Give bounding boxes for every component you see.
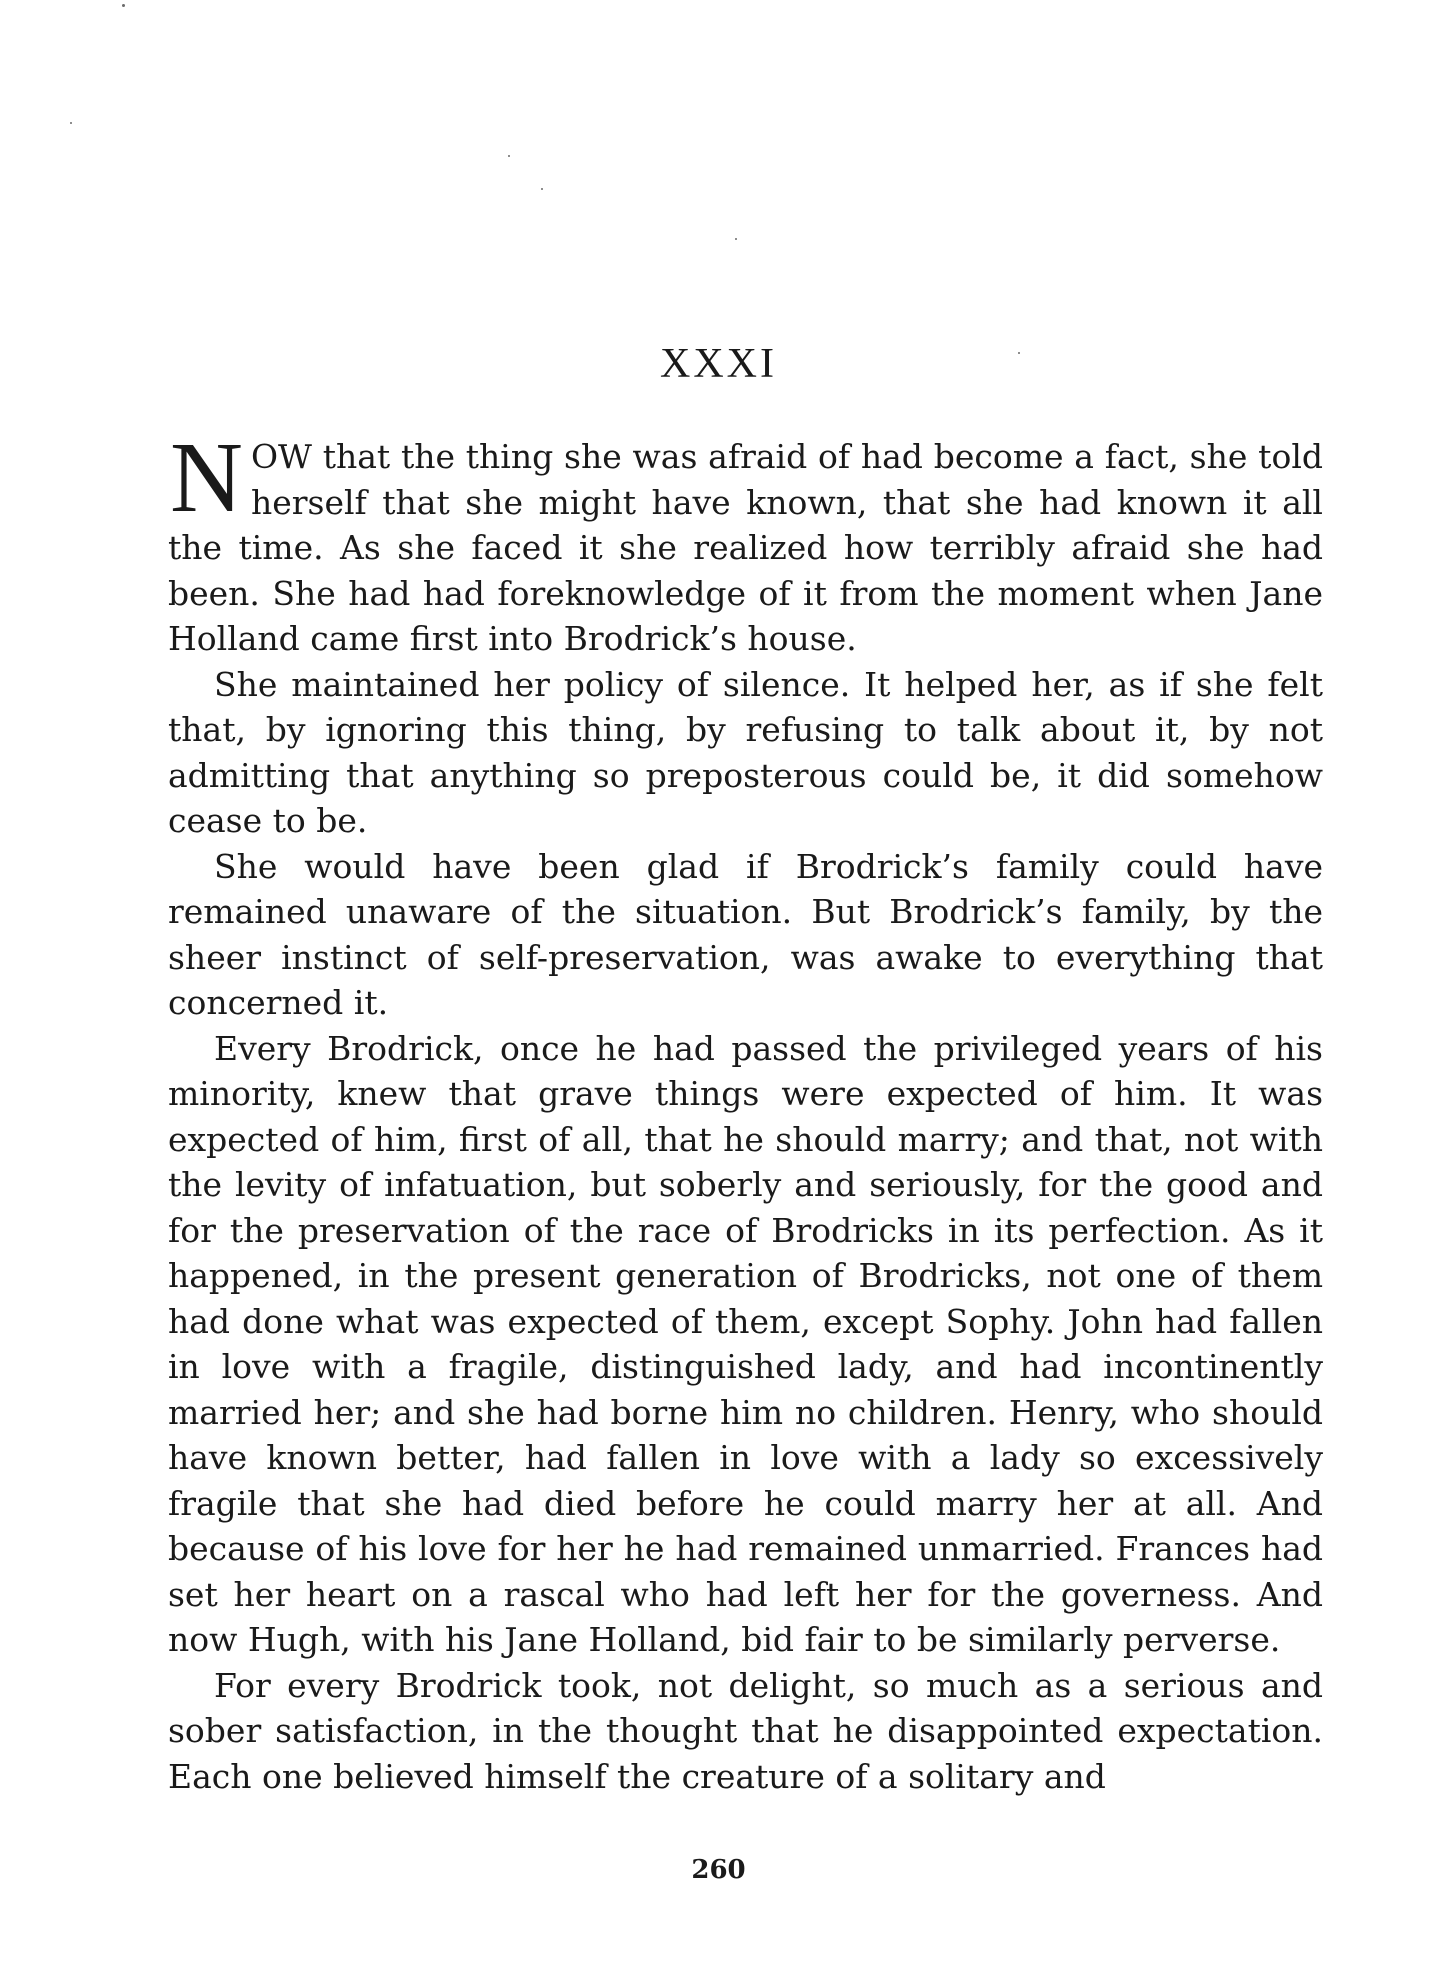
page-number: 260 [691,1855,746,1885]
paragraph-text: OW that the thing she was afraid of had become a fact, she told herself that she might have known, that she had known it all the time. As she faced it she realized how terribly afraid she had been. She had had foreknowledge of it from the moment when Jane Holland came first into Brodrick’s house. [168,437,1323,658]
chapter-body [168,421,1323,1799]
chapter-heading: XXXI [660,341,777,387]
paragraph-5: For every Brodrick took, not delight, so much as a serious and sober satisfaction, in the thought that he disappointed expectation. Each one believed himself the creature of a solitary and [168,1665,1323,1796]
paragraph-1 [168,421,1323,662]
paper-speck [122,4,125,7]
paper-speck [70,122,72,124]
paragraph-4: Every Brodrick, once he had passed the privileged years of his minority, knew that grave things were expected of him. It was expected of him, first of all, that he should marry; and that, not with the levity of infatuation, but soberly and seriously, for the good and for the preservation of the race of Brodricks in its perfection. As it happened, in the present generation of Brodricks, not one of them had done what was expected of them, except Sophy. John had fallen in love with a fragile, distinguished lady, and had incontinently married her; and she had borne him no children. Henry, who should have known better, had fallen in love with a lady so excessively fragile that she had died before he could marry her at all. And because of his love for her he had remained unmarried. Frances had set her heart on a rascal who had left her for the governess. And now Hugh, with his Jane Holland, bid fair to be similarly perverse. [168,1028,1323,1659]
paper-speck [541,188,543,190]
paragraph-3: She would have been glad if Brodrick’s family could have remained unaware of the situation. But Brodrick’s family, by the sheer instinct of self-preservation, was awake to everything that concerned it. [168,846,1323,1022]
drop-cap: N [170,421,243,533]
paper-speck [735,238,737,240]
paragraph-2: She maintained her policy of silence. It helped her, as if she felt that, by ignoring this thing, by refusing to talk about it, by not admitting that anything so preposterous could be, it did somehow cease to be. [168,664,1323,840]
paper-speck [508,155,510,157]
